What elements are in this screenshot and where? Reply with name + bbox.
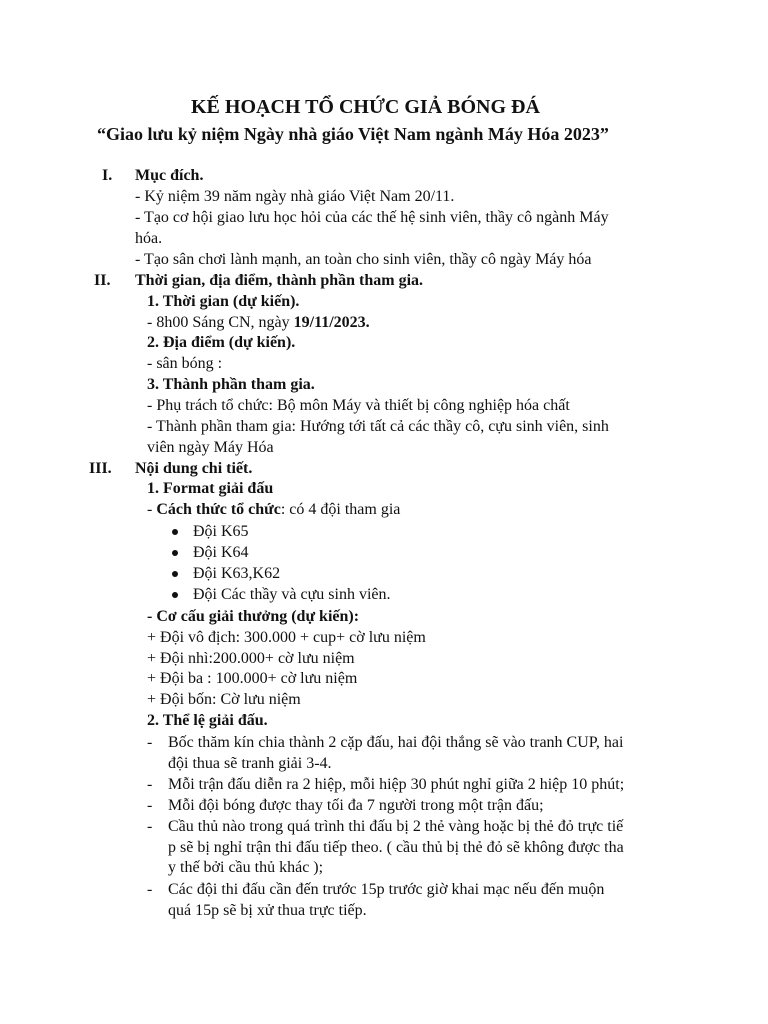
- participants-line: viên ngày Máy Hóa: [147, 439, 274, 456]
- document-subtitle: “Giao lưu kỷ niệm Ngày nhà giáo Việt Nam ngành Máy Hóa 2023”: [97, 124, 609, 144]
- bullet-icon: [172, 592, 178, 598]
- section-2-number: II.: [94, 272, 111, 289]
- section-1-number: I.: [102, 167, 113, 184]
- time-line: [147, 313, 370, 333]
- subheading-format: 1. Format giải đấu: [147, 480, 274, 497]
- rule-dash: -: [147, 776, 153, 793]
- prize-item: + Đội bốn: Cờ lưu niệm: [147, 691, 301, 708]
- prize-item: + Đội nhì:200.000+ cờ lưu niệm: [147, 650, 355, 667]
- rule-item: Bốc thăm kín chia thành 2 cặp đấu, hai đội thắng sẽ vào tranh CUP, hai: [168, 734, 624, 751]
- bullet-icon: [172, 571, 178, 577]
- rule-item: Mỗi trận đấu diễn ra 2 hiệp, mỗi hiệp 30 phút nghỉ giữa 2 hiệp 10 phút;: [168, 776, 625, 793]
- section-1-line: - Tạo sân chơi lành mạnh, an toàn cho sinh viên, thầy cô ngày Máy hóa: [135, 251, 592, 268]
- rule-dash: -: [147, 734, 153, 751]
- document-title: KẾ HOẠCH TỔ CHỨC GIẢ BÓNG ĐÁ: [191, 96, 540, 118]
- subheading-place: 2. Địa điểm (dự kiến).: [147, 334, 296, 351]
- subheading-participants: 3. Thành phần tham gia.: [147, 376, 315, 393]
- rule-dash: -: [147, 881, 153, 898]
- section-2-heading: Thời gian, địa điểm, thành phần tham gia.: [135, 272, 424, 289]
- subheading-rules: 2. Thể lệ giải đấu.: [147, 712, 268, 729]
- rule-item: quá 15p sẽ bị xử thua trực tiếp.: [168, 902, 367, 919]
- section-1-line: - Tạo cơ hội giao lưu học hỏi của các thế hệ sinh viên, thầy cô ngành Máy: [135, 209, 609, 226]
- rule-dash: -: [147, 797, 153, 814]
- prize-item: + Đội vô địch: 300.000 + cup+ cờ lưu niệm: [147, 629, 426, 646]
- rule-item: p sẽ bị nghỉ trận thi đấu tiếp theo. ( cầu thủ bị thẻ đỏ sẽ không được tha: [168, 839, 624, 856]
- rule-dash: -: [147, 818, 153, 835]
- team-item: Đội K64: [193, 544, 249, 561]
- rule-item: y thế bởi cầu thủ khác );: [168, 859, 324, 876]
- rule-item: Các đội thi đấu cần đến trước 15p trước giờ khai mạc nếu đến muộn: [168, 881, 605, 898]
- format-rest: : có 4 đội tham gia: [280, 501, 401, 518]
- subheading-time: 1. Thời gian (dự kiến).: [147, 293, 300, 310]
- time-date: 19/11/2023.: [293, 314, 370, 331]
- rule-item: Cầu thủ nào trong quá trình thi đấu bị 2 thẻ vàng hoặc bị thẻ đỏ trực tiế: [168, 818, 624, 835]
- team-item: Đội K65: [193, 523, 249, 540]
- team-item: Đội Các thầy và cựu sinh viên.: [193, 586, 391, 603]
- prize-item: + Đội ba : 100.000+ cờ lưu niệm: [147, 670, 358, 687]
- format-line: [147, 500, 400, 520]
- bullet-icon: [172, 529, 178, 535]
- place-line: - sân bóng :: [147, 355, 223, 372]
- participants-line: - Thành phần tham gia: Hướng tới tất cả các thầy cô, cựu sinh viên, sinh: [147, 418, 609, 435]
- format-label: Cách thức tổ chức: [156, 501, 281, 518]
- format-dash: -: [147, 501, 157, 518]
- team-item: Đội K63,K62: [193, 565, 281, 582]
- bullet-icon: [172, 550, 178, 556]
- time-prefix: - 8h00 Sáng CN, ngày: [147, 314, 294, 331]
- section-3-heading: Nội dung chi tiết.: [135, 460, 253, 477]
- rule-item: đội thua sẽ tranh giải 3-4.: [168, 755, 332, 772]
- participants-line: - Phụ trách tổ chức: Bộ môn Máy và thiết bị công nghiệp hóa chất: [147, 397, 570, 414]
- prize-heading: - Cơ cấu giải thưởng (dự kiến):: [147, 608, 360, 625]
- section-1-heading: Mục đích.: [135, 167, 204, 184]
- rule-item: Mỗi đội bóng được thay tối đa 7 người trong một trận đấu;: [168, 797, 544, 814]
- section-3-number: III.: [89, 460, 112, 477]
- section-1-line: - Kỷ niệm 39 năm ngày nhà giáo Việt Nam 20/11.: [135, 188, 455, 205]
- section-1-line: hóa.: [135, 230, 163, 247]
